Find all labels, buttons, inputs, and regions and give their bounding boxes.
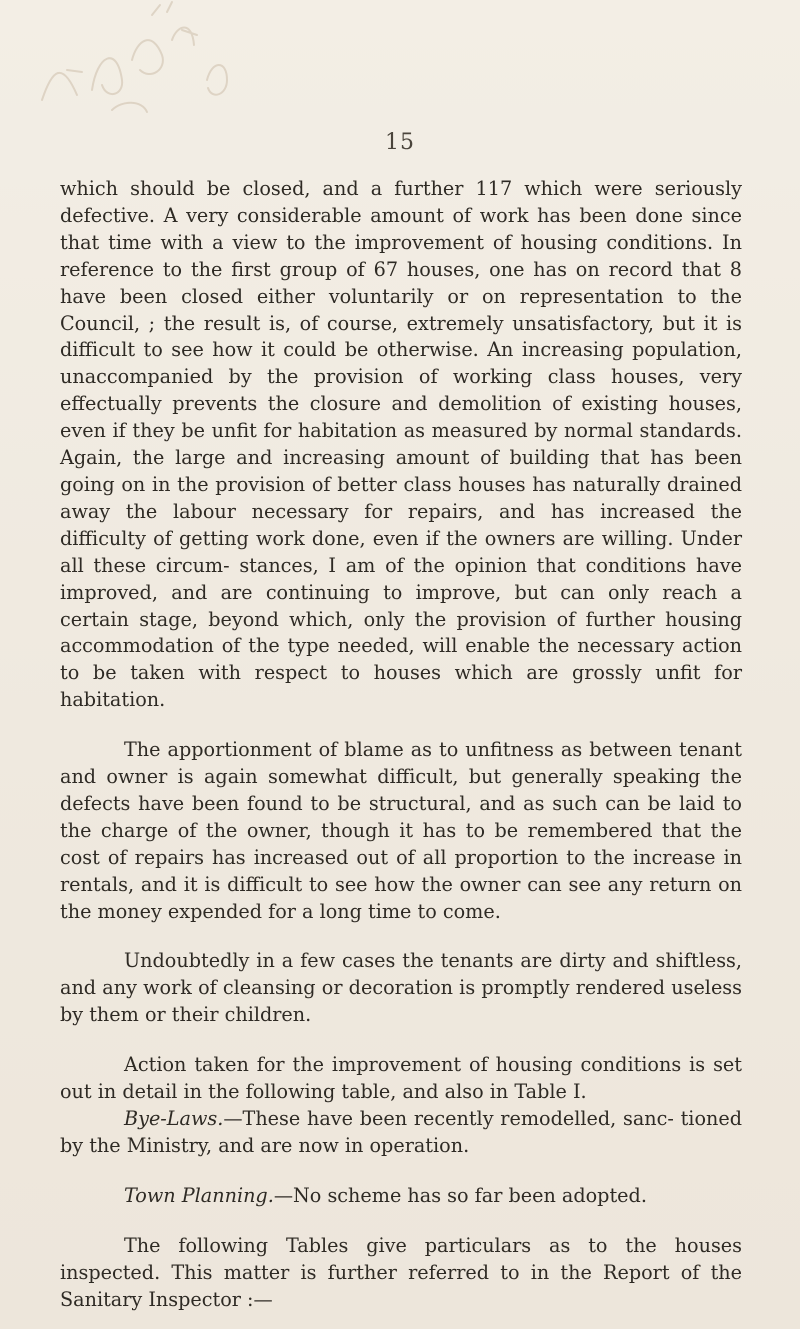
paragraph-town-planning bbox=[60, 1183, 742, 1210]
page-number: 15 bbox=[385, 130, 415, 155]
paragraph-housing-conditions: which should be closed, and a further 117 which were seriously defective. A very considerable amount of work has been done since that time with a view to the improvement of housing conditions. In reference to the first group of 67 houses, one has on record that 8 have been closed either voluntarily or on representation to the Council, ; the result is, of course, extremely unsatisfactory, but it is difficult to see how it could be otherwise. An increasing population, unaccompanied by the provision of working class houses, very effectually prevents the closure and demolition of existing houses, even if they be unfit for habitation as measured by normal standards. Again, the large and increasing amount of building that has been going on in the provision of better class houses has naturally drained away the labour necessary for repairs, and has increased the difficulty of getting work done, even if the owners are willing. Under all these circum- stances, I am of the opinion that conditions have improved, and are continuing to improve, but can only reach a certain stage, beyond which, only the provision of further housing accommodation of the type needed, will enable the necessary action to be taken with respect to houses which are grossly unfit for habitation. bbox=[60, 177, 742, 712]
paragraph-apportionment-of-blame: The apportionment of blame as to unfitness as between tenant and owner is again somewhat difficult, but generally speaking the defects have been found to be structural, and as such can be laid to the charge of the owner, though it has to be remembered that the cost of repairs has increased out of all proportion to the increase in rentals, and it is difficult to see how the owner can see any return on the money expended for a long time to come. bbox=[60, 738, 742, 923]
bye-laws-text: —These have been recently remodelled, sanc- tioned by the Ministry, and are now in operation. bbox=[60, 1107, 742, 1157]
bye-laws-heading: Bye-Laws. bbox=[124, 1107, 224, 1130]
faded-handwriting-mark bbox=[22, 0, 252, 120]
town-planning-text: —No scheme has so far been adopted. bbox=[273, 1183, 647, 1207]
paragraph-tenants: Undoubtedly in a few cases the tenants are dirty and shiftless, and any work of cleansing or decoration is promptly rendered useless by them or their children. bbox=[60, 949, 742, 1027]
town-planning-heading: Town Planning. bbox=[124, 1183, 274, 1207]
body-text bbox=[60, 176, 742, 1313]
paragraph-bye-laws bbox=[60, 1106, 742, 1160]
paragraph-action-taken: Action taken for the improvement of housing conditions is set out in detail in the following table, and also in Table I. bbox=[60, 1053, 742, 1104]
paragraph-tables-intro: The following Tables give particulars as to the houses inspected. This matter is further referred to in the Report of the Sanitary Inspector :— bbox=[60, 1233, 742, 1311]
